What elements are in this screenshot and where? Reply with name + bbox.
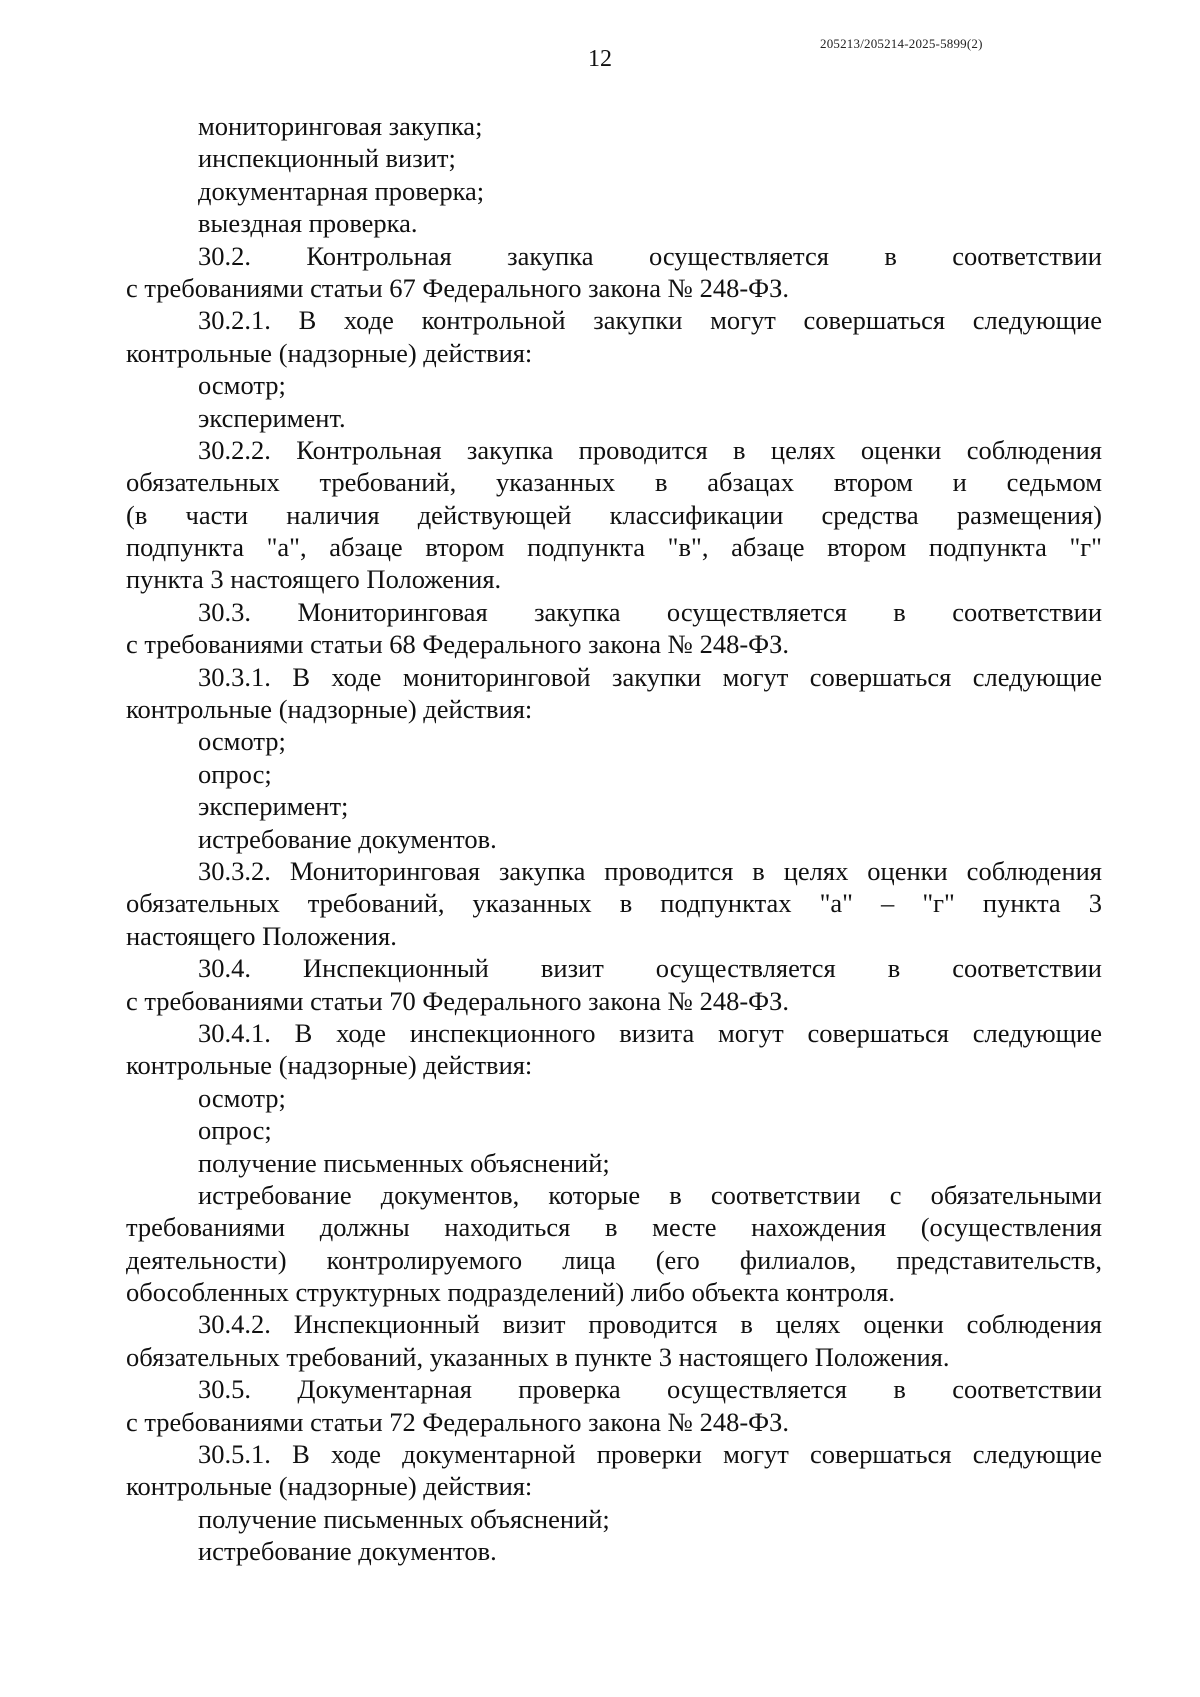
text-line: опрос; [198, 758, 272, 789]
text-line: эксперимент. [198, 402, 346, 433]
text-line: 30.4.1. В ходе инспекционного визита могут совершаться следующие [198, 1017, 1102, 1048]
document-id: 205213/205214-2025-5899(2) [820, 36, 983, 51]
text-line: осмотр; [198, 1082, 286, 1113]
text-line: выездная проверка. [198, 208, 418, 239]
text-line: осмотр; [198, 370, 286, 401]
text-line: с требованиями статьи 70 Федерального закона № 248-ФЗ. [126, 985, 789, 1016]
page-number: 12 [588, 46, 612, 72]
text-line: документарная проверка; [198, 175, 485, 206]
text-line: контрольные (надзорные) действия: [126, 337, 533, 368]
text-line: 30.2.1. В ходе контрольной закупки могут совершаться следующие [198, 305, 1102, 336]
text-line: с требованиями статьи 72 Федерального закона № 248-ФЗ. [126, 1406, 789, 1437]
text-line: с требованиями статьи 68 Федерального закона № 248-ФЗ. [126, 629, 789, 660]
text-line: контрольные (надзорные) действия: [126, 1471, 533, 1502]
text-line: обязательных требований, указанных в пункте 3 настоящего Положения. [126, 1341, 950, 1372]
text-line: с требованиями статьи 67 Федерального закона № 248-ФЗ. [126, 272, 789, 303]
text-line: инспекционный визит; [198, 143, 456, 174]
text-line: обязательных требований, указанных в подпунктах "а" – "г" пункта 3 [126, 888, 1102, 919]
document-body [126, 110, 1102, 1568]
text-line: 30.4. Инспекционный визит осуществляется в соответствии [198, 953, 1102, 984]
text-line: 30.4.2. Инспекционный визит проводится в целях оценки соблюдения [198, 1309, 1102, 1340]
text-line: истребование документов. [198, 823, 497, 854]
text-line: 30.2. Контрольная закупка осуществляется в соответствии [198, 240, 1102, 271]
text-line: истребование документов, которые в соответствии с обязательными [198, 1179, 1102, 1210]
text-line: 30.3. Мониторинговая закупка осуществляется в соответствии [198, 596, 1102, 627]
text-line: 30.2.2. Контрольная закупка проводится в целях оценки соблюдения [198, 434, 1102, 465]
text-line: обособленных структурных подразделений) либо объекта контроля. [126, 1277, 895, 1308]
text-line: 30.5. Документарная проверка осуществляется в соответствии [198, 1374, 1102, 1405]
text-line: пункта 3 настоящего Положения. [126, 564, 502, 595]
text-line: опрос; [198, 1115, 272, 1146]
text-line: требованиями должны находиться в месте нахождения (осуществления [126, 1212, 1102, 1243]
text-line: 30.3.2. Мониторинговая закупка проводится в целях оценки соблюдения [198, 855, 1102, 886]
text-line: настоящего Положения. [126, 920, 397, 951]
text-line: получение письменных объяснений; [198, 1503, 610, 1534]
text-line: контрольные (надзорные) действия: [126, 1050, 533, 1081]
text-line: обязательных требований, указанных в абзацах втором и седьмом [126, 467, 1102, 498]
text-line: эксперимент; [198, 791, 349, 822]
text-line: (в части наличия действующей классификации средства размещения) [126, 499, 1102, 530]
text-line: 30.3.1. В ходе мониторинговой закупки могут совершаться следующие [198, 661, 1102, 692]
text-line: мониторинговая закупка; [198, 111, 483, 141]
text-line: подпункта "а", абзаце втором подпункта "в", абзаце втором подпункта "г" [126, 532, 1102, 563]
text-line: истребование документов. [198, 1536, 497, 1567]
text-line: получение письменных объяснений; [198, 1147, 610, 1178]
text-line: деятельности) контролируемого лица (его филиалов, представительств, [126, 1244, 1102, 1275]
text-line: 30.5.1. В ходе документарной проверки могут совершаться следующие [198, 1439, 1102, 1470]
text-line: осмотр; [198, 726, 286, 757]
text-line: контрольные (надзорные) действия: [126, 694, 533, 725]
